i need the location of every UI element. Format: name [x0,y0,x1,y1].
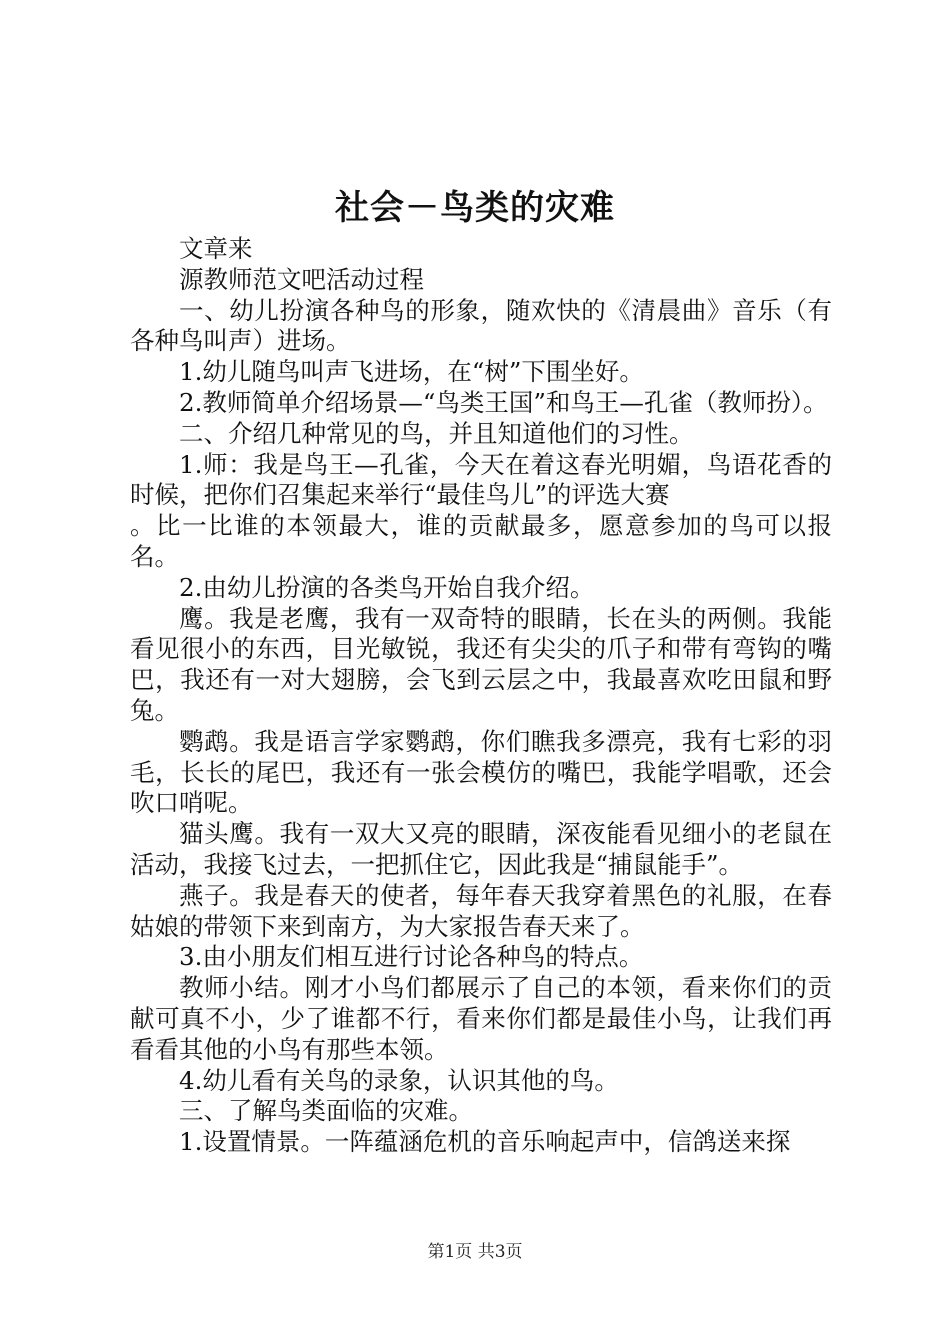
paragraph: 教师小结。刚才小鸟们都展示了自己的本领，看来你们的贡献可真不小，少了谁都不行，看来你们都是最佳小鸟，让我们再看看其他的小鸟有那些本领。 [130,973,832,1064]
paragraph: 燕子。我是春天的使者，每年春天我穿着黑色的礼服，在春姑娘的带领下来到南方，为大家报告春天来了。 [130,880,832,941]
paragraph: 2.由幼儿扮演的各类鸟开始自我介绍。 [179,572,595,602]
paragraph: 1.设置情景。一阵蕴涵危机的音乐响起声中，信鸽送来探 [179,1127,791,1157]
paragraph: 猫头鹰。我有一双大又亮的眼睛，深夜能看见细小的老鼠在活动，我接飞过去，一把抓住它，因此我是“捕鼠能手”。 [130,819,832,879]
document-body [130,234,832,1158]
paragraph: 鹰。我是老鹰，我有一双奇特的眼睛，长在头的两侧。我能看见很小的东西，目光敏锐，我还有尖尖的爪子和带有弯钩的嘴巴，我还有一对大翅膀，会飞到云层之中，我最喜欢吃田鼠和野兔。 [130,603,832,725]
paragraph: 三、了解鸟类面临的灾难。 [179,1096,473,1126]
paragraph: 二、介绍几种常见的鸟，并且知道他们的习性。 [179,418,694,448]
paragraph: 一、幼儿扮演各种鸟的形象，随欢快的《清晨曲》音乐（有各种鸟叫声）进场。 [130,295,832,356]
paragraph: 。比一比谁的本领最大，谁的贡献最多，愿意参加的鸟可以报名。 [130,511,832,571]
paragraph: 4.幼儿看有关鸟的录象，认识其他的鸟。 [179,1065,619,1095]
paragraph: 源教师范文吧活动过程 [179,264,424,294]
paragraph: 1.幼儿随鸟叫声飞进场，在“树”下围坐好。 [179,357,644,387]
document-title: 社会－鸟类的灾难 [335,188,615,228]
paragraph: 文章来 [179,234,253,263]
paragraph: 3.由小朋友们相互进行讨论各种鸟的特点。 [179,942,644,972]
paragraph: 鹦鹉。我是语言学家鹦鹉，你们瞧我多漂亮，我有七彩的羽毛，长长的尾巴，我还有一张会模仿的嘴巴，我能学唱歌，还会吹口哨呢。 [130,726,832,818]
paragraph: 2.教师简单介绍场景—“鸟类王国”和鸟王—孔雀（教师扮）。 [179,387,828,417]
page-footer: 第1页 共3页 [427,1242,523,1262]
paragraph: 1.师：我是鸟王—孔雀，今天在着这春光明媚，鸟语花香的时候，把你们召集起来举行“最佳鸟儿”的评选大赛 [130,449,832,510]
